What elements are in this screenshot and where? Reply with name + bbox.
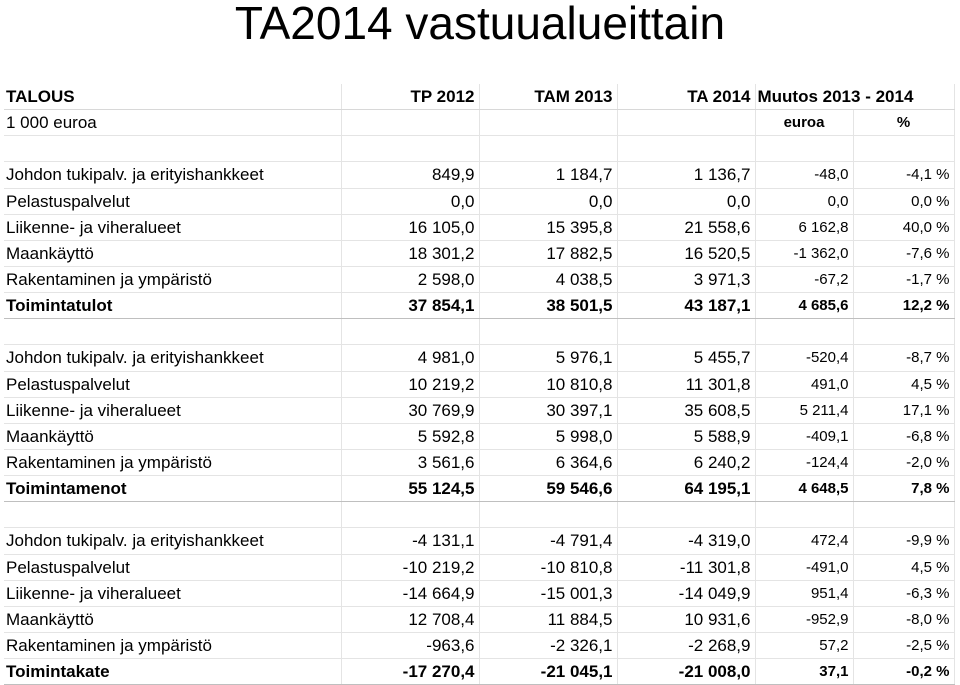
cell-change-pct: 0,0 % xyxy=(853,188,954,214)
cell-change-pct: -8,7 % xyxy=(853,345,954,371)
cell-tp2012: -14 664,9 xyxy=(341,580,479,606)
cell-tp2012: 10 219,2 xyxy=(341,371,479,397)
cell-ta2014: 5 455,7 xyxy=(617,345,755,371)
empty-cell xyxy=(617,319,755,345)
row-name: Johdon tukipalv. ja erityishankkeet xyxy=(4,162,341,188)
table-row xyxy=(4,554,954,580)
cell-change-pct: 12,2 % xyxy=(853,293,954,319)
header-change: Muutos 2013 - 2014 xyxy=(755,84,954,110)
cell-change-euro: 491,0 xyxy=(755,371,853,397)
cell-change-pct: -1,7 % xyxy=(853,266,954,292)
cell-tp2012: 18 301,2 xyxy=(341,240,479,266)
cell-tam2013: 30 397,1 xyxy=(479,397,617,423)
cell-change-euro: -48,0 xyxy=(755,162,853,188)
cell-change-pct: 4,5 % xyxy=(853,554,954,580)
cell-tam2013: -4 791,4 xyxy=(479,528,617,554)
cell-tam2013: 10 810,8 xyxy=(479,371,617,397)
empty-cell xyxy=(341,110,479,136)
cell-tp2012: 55 124,5 xyxy=(341,476,479,502)
cell-change-pct: 40,0 % xyxy=(853,214,954,240)
cell-ta2014: 0,0 xyxy=(617,188,755,214)
cell-tam2013: 6 364,6 xyxy=(479,449,617,475)
empty-cell xyxy=(341,319,479,345)
cell-tam2013: 1 184,7 xyxy=(479,162,617,188)
cell-change-pct: -4,1 % xyxy=(853,162,954,188)
cell-ta2014: 5 588,9 xyxy=(617,423,755,449)
cell-change-euro: -520,4 xyxy=(755,345,853,371)
table-row xyxy=(4,345,954,371)
header-row xyxy=(4,84,954,110)
cell-tp2012: 5 592,8 xyxy=(341,423,479,449)
table-body xyxy=(4,84,954,685)
change-euro-label: euroa xyxy=(755,110,853,136)
table-row xyxy=(4,371,954,397)
empty-cell xyxy=(479,502,617,528)
cell-tam2013: 59 546,6 xyxy=(479,476,617,502)
cell-change-euro: -491,0 xyxy=(755,554,853,580)
empty-cell xyxy=(4,319,341,345)
cell-change-pct: -8,0 % xyxy=(853,606,954,632)
cell-change-euro: 5 211,4 xyxy=(755,397,853,423)
cell-tam2013: 15 395,8 xyxy=(479,214,617,240)
row-name: Maankäyttö xyxy=(4,606,341,632)
header-ta2014: TA 2014 xyxy=(617,84,755,110)
cell-change-euro: 57,2 xyxy=(755,632,853,658)
cell-ta2014: -21 008,0 xyxy=(617,659,755,685)
cell-change-euro: -409,1 xyxy=(755,423,853,449)
cell-ta2014: 21 558,6 xyxy=(617,214,755,240)
table-row xyxy=(4,632,954,658)
cell-tam2013: 0,0 xyxy=(479,188,617,214)
table-row xyxy=(4,214,954,240)
table-row xyxy=(4,162,954,188)
total-row xyxy=(4,476,954,502)
cell-tp2012: -963,6 xyxy=(341,632,479,658)
cell-ta2014: 35 608,5 xyxy=(617,397,755,423)
cell-change-euro: -1 362,0 xyxy=(755,240,853,266)
cell-tp2012: 3 561,6 xyxy=(341,449,479,475)
empty-cell xyxy=(755,502,853,528)
cell-tam2013: 17 882,5 xyxy=(479,240,617,266)
subheader-row xyxy=(4,110,954,136)
cell-tp2012: 4 981,0 xyxy=(341,345,479,371)
total-row xyxy=(4,659,954,685)
cell-tp2012: 30 769,9 xyxy=(341,397,479,423)
row-name: Rakentaminen ja ympäristö xyxy=(4,632,341,658)
empty-cell xyxy=(617,502,755,528)
cell-change-euro: 4 648,5 xyxy=(755,476,853,502)
row-name: Toimintamenot xyxy=(4,476,341,502)
unit-label: 1 000 euroa xyxy=(4,110,341,136)
cell-change-euro: -67,2 xyxy=(755,266,853,292)
table-row xyxy=(4,240,954,266)
table-row xyxy=(4,528,954,554)
cell-ta2014: 16 520,5 xyxy=(617,240,755,266)
row-name: Johdon tukipalv. ja erityishankkeet xyxy=(4,528,341,554)
cell-tam2013: 4 038,5 xyxy=(479,266,617,292)
empty-cell xyxy=(755,136,853,162)
cell-ta2014: 11 301,8 xyxy=(617,371,755,397)
table-row xyxy=(4,423,954,449)
empty-cell xyxy=(853,136,954,162)
cell-ta2014: -11 301,8 xyxy=(617,554,755,580)
cell-tam2013: 11 884,5 xyxy=(479,606,617,632)
empty-cell xyxy=(479,110,617,136)
cell-tam2013: -10 810,8 xyxy=(479,554,617,580)
cell-ta2014: 64 195,1 xyxy=(617,476,755,502)
cell-ta2014: 3 971,3 xyxy=(617,266,755,292)
cell-change-pct: -0,2 % xyxy=(853,659,954,685)
cell-change-euro: 951,4 xyxy=(755,580,853,606)
empty-cell xyxy=(4,502,341,528)
table-row xyxy=(4,580,954,606)
cell-ta2014: 43 187,1 xyxy=(617,293,755,319)
cell-ta2014: 1 136,7 xyxy=(617,162,755,188)
table-row xyxy=(4,266,954,292)
row-name: Toimintatulot xyxy=(4,293,341,319)
cell-tp2012: -10 219,2 xyxy=(341,554,479,580)
cell-tp2012: 37 854,1 xyxy=(341,293,479,319)
row-name: Maankäyttö xyxy=(4,423,341,449)
row-name: Rakentaminen ja ympäristö xyxy=(4,266,341,292)
table-row xyxy=(4,188,954,214)
cell-change-euro: -952,9 xyxy=(755,606,853,632)
cell-tp2012: 849,9 xyxy=(341,162,479,188)
empty-cell xyxy=(4,136,341,162)
cell-tp2012: 0,0 xyxy=(341,188,479,214)
empty-cell xyxy=(853,502,954,528)
cell-tam2013: 5 976,1 xyxy=(479,345,617,371)
empty-cell xyxy=(617,136,755,162)
empty-cell xyxy=(341,136,479,162)
page-title: TA2014 vastuualueittain xyxy=(234,0,726,49)
cell-change-pct: -2,0 % xyxy=(853,449,954,475)
cell-change-euro: 37,1 xyxy=(755,659,853,685)
cell-change-pct: -2,5 % xyxy=(853,632,954,658)
cell-tam2013: -21 045,1 xyxy=(479,659,617,685)
budget-table xyxy=(4,84,955,685)
cell-tp2012: -4 131,1 xyxy=(341,528,479,554)
cell-tam2013: 5 998,0 xyxy=(479,423,617,449)
table-row xyxy=(4,606,954,632)
cell-tam2013: -2 326,1 xyxy=(479,632,617,658)
cell-change-pct: -9,9 % xyxy=(853,528,954,554)
row-name: Pelastuspalvelut xyxy=(4,554,341,580)
cell-ta2014: -14 049,9 xyxy=(617,580,755,606)
row-name: Johdon tukipalv. ja erityishankkeet xyxy=(4,345,341,371)
total-row xyxy=(4,293,954,319)
table-row xyxy=(4,397,954,423)
empty-cell xyxy=(341,502,479,528)
cell-ta2014: -4 319,0 xyxy=(617,528,755,554)
row-name: Pelastuspalvelut xyxy=(4,188,341,214)
header-label: TALOUS xyxy=(4,84,341,110)
cell-change-euro: 0,0 xyxy=(755,188,853,214)
cell-tp2012: 12 708,4 xyxy=(341,606,479,632)
cell-ta2014: 6 240,2 xyxy=(617,449,755,475)
empty-cell xyxy=(853,319,954,345)
cell-tam2013: -15 001,3 xyxy=(479,580,617,606)
row-name: Pelastuspalvelut xyxy=(4,371,341,397)
cell-change-euro: 4 685,6 xyxy=(755,293,853,319)
cell-ta2014: -2 268,9 xyxy=(617,632,755,658)
row-name: Liikenne- ja viheralueet xyxy=(4,580,341,606)
spacer-row xyxy=(4,319,954,345)
empty-cell xyxy=(617,110,755,136)
cell-tp2012: -17 270,4 xyxy=(341,659,479,685)
row-name: Toimintakate xyxy=(4,659,341,685)
spacer-row xyxy=(4,502,954,528)
header-tam2013: TAM 2013 xyxy=(479,84,617,110)
change-pct-label: % xyxy=(853,110,954,136)
cell-change-euro: -124,4 xyxy=(755,449,853,475)
cell-change-pct: -6,3 % xyxy=(853,580,954,606)
header-tp2012: TP 2012 xyxy=(341,84,479,110)
row-name: Maankäyttö xyxy=(4,240,341,266)
cell-tp2012: 2 598,0 xyxy=(341,266,479,292)
table-row xyxy=(4,449,954,475)
row-name: Rakentaminen ja ympäristö xyxy=(4,449,341,475)
cell-change-pct: -7,6 % xyxy=(853,240,954,266)
cell-change-euro: 472,4 xyxy=(755,528,853,554)
empty-cell xyxy=(479,136,617,162)
cell-change-pct: 4,5 % xyxy=(853,371,954,397)
spacer-row xyxy=(4,136,954,162)
row-name: Liikenne- ja viheralueet xyxy=(4,397,341,423)
row-name: Liikenne- ja viheralueet xyxy=(4,214,341,240)
empty-cell xyxy=(755,319,853,345)
cell-ta2014: 10 931,6 xyxy=(617,606,755,632)
cell-change-euro: 6 162,8 xyxy=(755,214,853,240)
cell-change-pct: 17,1 % xyxy=(853,397,954,423)
cell-tp2012: 16 105,0 xyxy=(341,214,479,240)
empty-cell xyxy=(479,319,617,345)
cell-change-pct: -6,8 % xyxy=(853,423,954,449)
cell-tam2013: 38 501,5 xyxy=(479,293,617,319)
cell-change-pct: 7,8 % xyxy=(853,476,954,502)
